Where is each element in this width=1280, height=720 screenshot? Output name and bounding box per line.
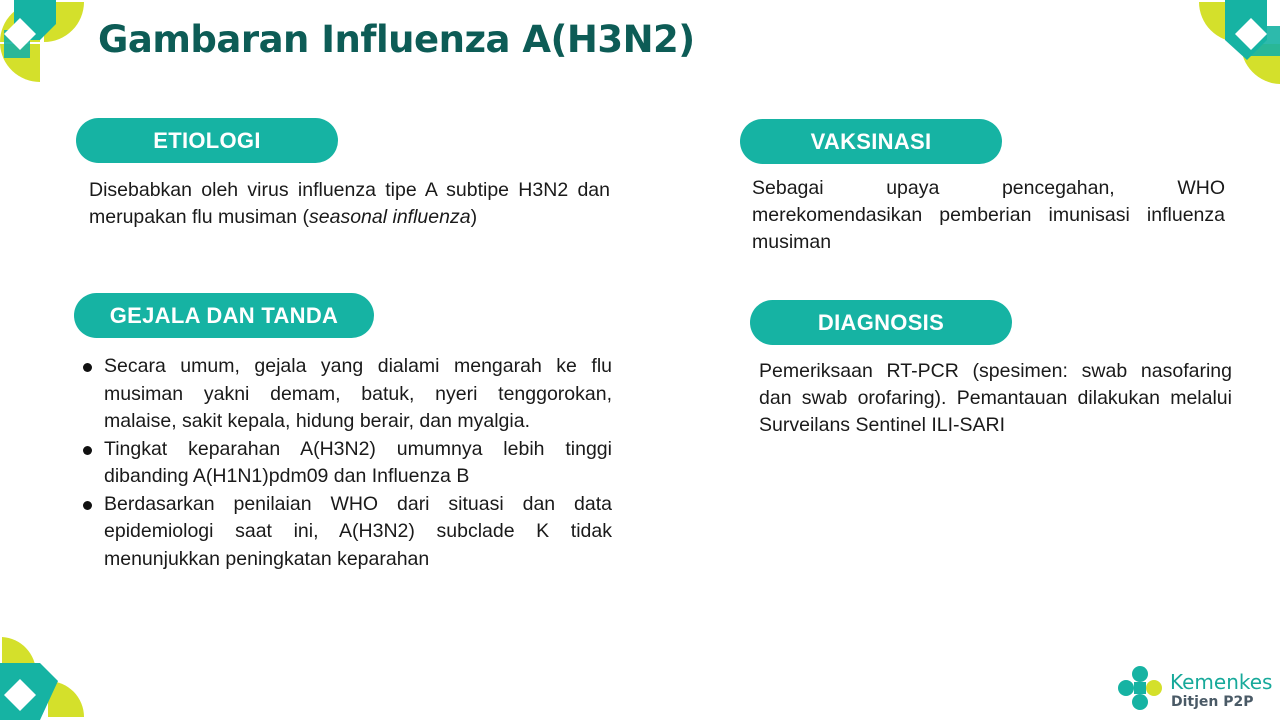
top-left-decoration [0,0,90,85]
etiologi-text [89,177,610,231]
diagnosis-text: Pemeriksaan RT-PCR (spesimen: swab nasofaring dan swab orofaring). Pemantauan dilakukan melalui Surveilans Sentinel ILI-SARI [759,360,1232,436]
gejala-list [82,353,612,573]
etiologi-text-main: Disebabkan oleh virus influenza tipe A subtipe H3N2 dan merupakan flu musiman ( [89,179,610,228]
etiologi-text-italic: seasonal influenza [309,206,471,228]
gejala-item-text: Berdasarkan penilaian WHO dari situasi dan data epidemiologi saat ini, A(H3N2) subclade K tidak menunjukkan peningkatan keparahan [104,492,612,570]
top-right-decoration [1195,0,1280,85]
bottom-left-decoration [0,635,90,720]
list-item [82,353,612,436]
bullet-dot [83,501,92,510]
bullet-dot [83,446,92,455]
logo-subtitle: Ditjen P2P [1171,694,1254,710]
logo-name: Kemenkes [1170,670,1273,694]
gejala-item-text: Tingkat keparahan A(H3N2) umumnya lebih tinggi dibanding A(H1N1)pdm09 dan Influenza B [104,437,612,487]
etiologi-heading: ETIOLOGI [76,118,338,163]
list-item [82,436,612,491]
gejala-item-text: Secara umum, gejala yang dialami mengarah ke flu musiman yakni demam, batuk, nyeri tenggorokan, malaise, sakit kepala, hidung berair, dan myalgia. [104,355,612,432]
vaksinasi-heading: VAKSINASI [740,119,1002,164]
bullet-dot [83,363,92,372]
kemenkes-logo-icon [1116,664,1164,712]
page-title: Gambaran Influenza A(H3N2) [98,18,695,61]
vaksinasi-text: Sebagai upaya pencegahan, WHO merekomendasikan pemberian imunisasi influenza musiman [752,177,1225,253]
gejala-heading: GEJALA DAN TANDA [74,293,374,338]
etiologi-text-end: ) [470,206,478,228]
diagnosis-heading: DIAGNOSIS [750,300,1012,345]
list-item [82,491,612,574]
